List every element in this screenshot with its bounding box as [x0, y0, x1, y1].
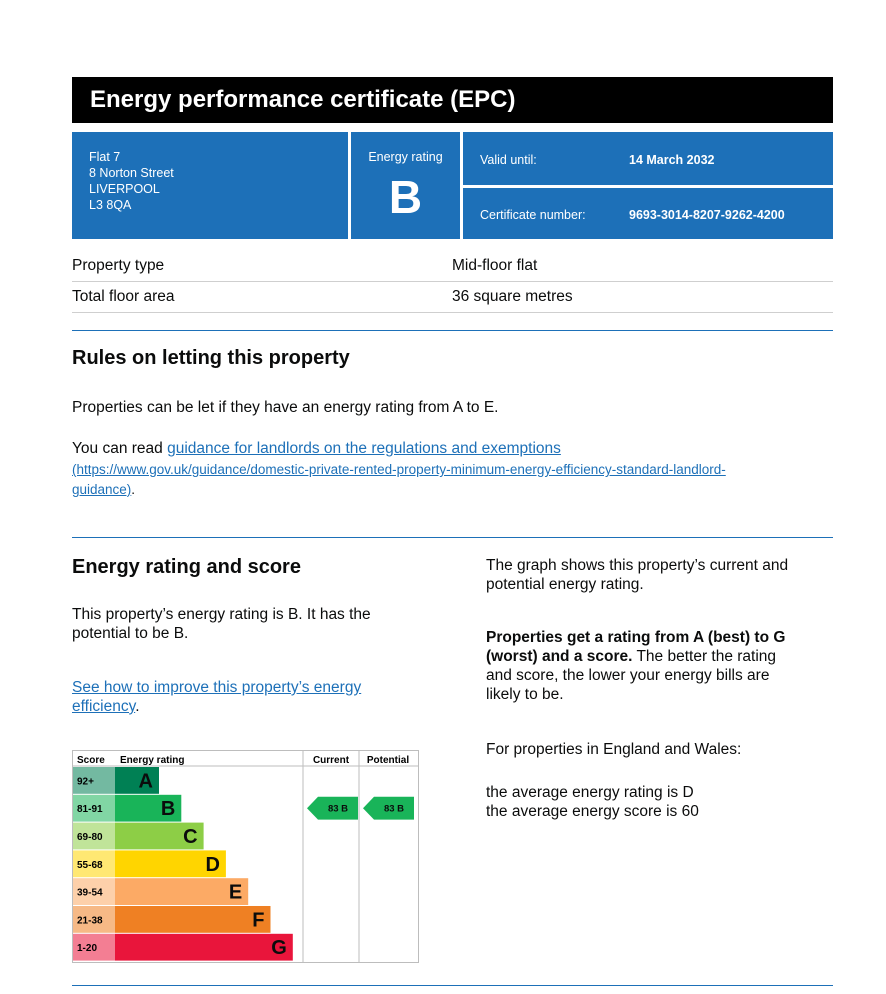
rating-explanation-bold-1: Properties get a rating from A (best) to G: [486, 629, 786, 646]
rating-explanation-line-3: and score, the lower your energy bills are: [486, 667, 770, 684]
floor-area-row: [72, 281, 833, 313]
energy-rating-chart: [72, 750, 419, 963]
valid-until-row: [463, 132, 833, 185]
band-letter-f: F: [252, 909, 265, 932]
energy-score-line-2: potential to be B.: [72, 625, 189, 642]
chart-header-current: Current: [312, 755, 350, 766]
average-rating-line: the average energy rating is D: [486, 784, 694, 801]
band-score-label-a: 92+: [77, 776, 94, 788]
page-title-bar: [72, 77, 833, 123]
section-divider: [72, 537, 833, 538]
certificate-number-label: Certificate number:: [480, 208, 586, 222]
valid-until-label: Valid until:: [480, 153, 537, 167]
property-type-value: Mid-floor flat: [452, 257, 538, 274]
band-score-label-b: 81-91: [77, 804, 103, 816]
average-score-line: the average energy score is 60: [486, 803, 699, 820]
floor-area-value: 36 square metres: [452, 288, 573, 305]
band-letter-c: C: [183, 826, 198, 848]
address-line-2: 8 Norton Street: [89, 166, 174, 180]
energy-rating-chart-svg: [73, 751, 418, 962]
improve-suffix: .: [135, 698, 140, 715]
graph-description-line-1: The graph shows this property’s current and: [486, 557, 789, 574]
landlord-guidance-link[interactable]: guidance for landlords on the regulations and exemptions: [167, 440, 561, 457]
band-score-label-d: 55-68: [77, 859, 103, 871]
page-title: Energy performance certificate (EPC): [90, 86, 516, 113]
floor-area-label: Total floor area: [72, 288, 175, 305]
energy-score-heading: Energy rating and score: [72, 556, 301, 578]
rating-explanation-bold-2: (worst) and a score.: [486, 648, 633, 665]
band-bar-f: [115, 906, 271, 933]
improve-paragraph: [72, 678, 361, 716]
average-paragraph: [486, 783, 699, 821]
band-bar-g: [115, 934, 293, 961]
energy-score-line-1: This property’s energy rating is B. It has the: [72, 606, 371, 623]
band-letter-d: D: [205, 853, 220, 876]
band-score-label-c: 69-80: [77, 832, 103, 843]
certificate-number-value: 9693-3014-8207-9262-4200: [629, 208, 785, 222]
rating-explanation-rest: The better the rating: [632, 648, 777, 665]
certificate-number-row: [463, 188, 833, 239]
band-letter-a: A: [138, 770, 153, 793]
band-letter-b: B: [160, 798, 176, 821]
property-type-row: [72, 250, 833, 282]
energy-rating-label: Energy rating: [368, 150, 443, 164]
energy-score-paragraph: [72, 605, 371, 643]
graph-description-line-2: potential energy rating.: [486, 576, 644, 593]
england-wales-paragraph: For properties in England and Wales:: [486, 741, 742, 758]
address-line-1: Flat 7: [89, 150, 121, 164]
potential-rating-arrow-label: 83 B: [383, 803, 405, 815]
energy-rating-value: B: [388, 171, 423, 223]
energy-rating-panel: [351, 132, 460, 239]
graph-description: [486, 556, 788, 594]
band-score-label-e: 39-54: [77, 887, 103, 899]
letting-guidance-paragraph: [72, 439, 561, 458]
letting-heading: Rules on letting this property: [72, 347, 350, 369]
improve-efficiency-link-1[interactable]: See how to improve this property’s energy: [72, 679, 362, 696]
section-divider: [72, 330, 833, 331]
address-panel: [72, 132, 348, 239]
current-rating-arrow-label: 83 B: [327, 803, 349, 815]
band-score-label-f: 21-38: [77, 915, 103, 927]
chart-header-rating: Energy rating: [120, 755, 185, 766]
chart-header-score: Score: [77, 755, 105, 766]
section-divider: [72, 985, 833, 986]
band-letter-g: G: [271, 937, 287, 960]
band-score-label-g: 1-20: [77, 943, 98, 955]
guidance-prefix: You can read: [72, 440, 168, 457]
rating-explanation: [486, 628, 785, 704]
valid-until-value: 14 March 2032: [629, 153, 715, 167]
address-line-3: LIVERPOOL: [89, 182, 160, 196]
guidance-url-paragraph: [72, 460, 726, 500]
address-line-4: L3 8QA: [89, 198, 132, 212]
property-type-label: Property type: [72, 257, 165, 274]
guidance-url-link-2[interactable]: guidance): [72, 482, 132, 497]
chart-header-potential: Potential: [366, 755, 410, 766]
band-letter-e: E: [228, 881, 243, 904]
rating-explanation-line-4: likely to be.: [486, 686, 564, 703]
letting-paragraph: Properties can be let if they have an energy rating from A to E.: [72, 399, 499, 416]
improve-efficiency-link-2[interactable]: efficiency: [72, 698, 136, 715]
guidance-url-link-1[interactable]: (https://www.gov.uk/guidance/domestic-private-rented-property-minimum-energy-efficiency-standard-landlord-: [72, 462, 726, 477]
guidance-suffix: .: [131, 482, 136, 497]
